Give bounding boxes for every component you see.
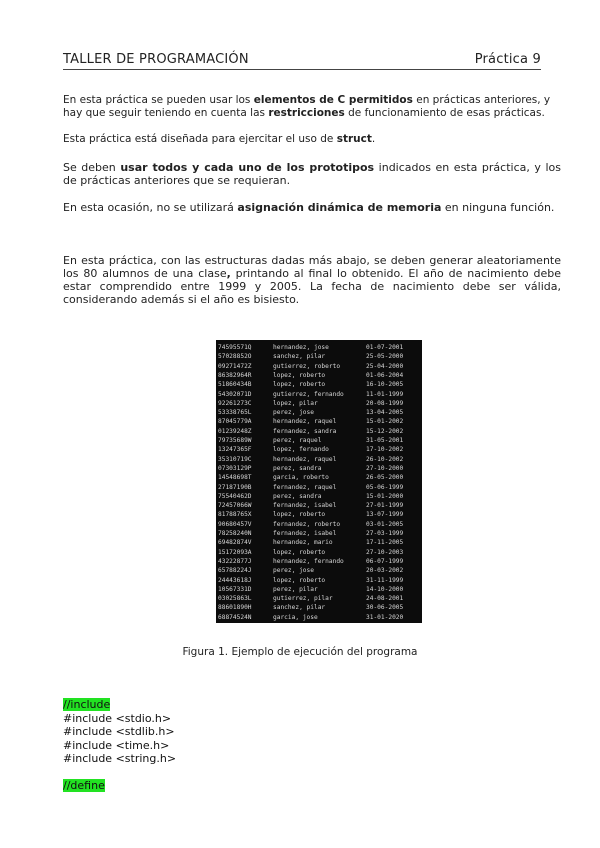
birth-date: 27-03-1999	[366, 530, 404, 537]
birth-date: 13-04-2005	[366, 409, 404, 417]
student-id: 03025863L	[218, 595, 252, 603]
student-id: 90680457V	[218, 520, 252, 528]
student-id: 65788224J	[218, 567, 252, 575]
include-line: #include <stdio.h>	[63, 711, 172, 725]
student-id: 53338765L	[218, 409, 252, 417]
birth-date: 15-12-2002	[366, 427, 404, 435]
student-name: perez, jose	[273, 567, 314, 575]
birth-date: 01-06-2004	[366, 371, 404, 379]
student-id: 27187190B	[218, 483, 252, 491]
student-name: hernandez, fernando	[273, 557, 344, 565]
birth-date: 15-01-2000	[366, 492, 404, 500]
student-name: garcia, jose	[273, 613, 318, 621]
birth-date: 26-05-2000	[366, 474, 404, 482]
terminal-row	[218, 576, 420, 585]
terminal-row	[218, 529, 420, 538]
student-id: 43222877J	[218, 557, 252, 565]
terminal-row	[218, 557, 420, 566]
student-name: perez, sandra	[273, 464, 322, 472]
student-name: lopez, roberto	[273, 576, 326, 584]
birth-date: 03-01-2005	[366, 520, 404, 528]
birth-date: 27-10-2003	[366, 548, 404, 556]
terminal-row	[218, 445, 420, 454]
paragraph-task: En esta práctica, con las estructuras dadas más abajo, se deben generar aleatoriamente los 80 alumnos de una clase, printando al final lo obtenido. El año de nacimiento debe estar comprendido entre 1999 y 2005. La fecha de nacimiento debe ser válida, considerando además si el año es bisiesto.	[63, 254, 561, 306]
paragraph-dynamic-memory: En esta ocasión, no se utilizará asignación dinámica de memoria en ninguna función.	[63, 201, 555, 214]
birth-date: 27-01-1999	[366, 502, 404, 510]
birth-date: 17-10-2002	[366, 446, 404, 454]
student-id: 69482874V	[218, 539, 252, 547]
terminal-row	[218, 436, 420, 445]
student-name: lopez, roberto	[273, 548, 326, 556]
terminal-row	[218, 492, 420, 501]
birth-date: 20-03-2002	[366, 567, 404, 575]
student-id: 79735689W	[218, 437, 252, 444]
student-name: gutierrez, pilar	[273, 595, 333, 603]
birth-date: 30-06-2005	[366, 604, 404, 612]
figure-caption: Figura 1. Ejemplo de ejecución del programa	[182, 646, 418, 658]
terminal-row	[218, 343, 420, 352]
course-title: TALLER DE PROGRAMACIÓN	[63, 52, 249, 67]
birth-date: 01-07-2001	[366, 344, 404, 351]
define-comment: //define	[63, 778, 105, 792]
student-name: perez, jose	[273, 409, 314, 417]
birth-date: 20-08-1999	[366, 399, 404, 407]
birth-date: 25-04-2000	[366, 362, 404, 370]
student-name: hernandez, mario	[273, 539, 333, 547]
birth-date: 13-07-1999	[366, 511, 404, 519]
student-id: 68874524N	[218, 613, 252, 621]
student-name: fernandez, isabel	[273, 502, 337, 510]
terminal-row	[218, 585, 420, 594]
student-id: 81788765X	[218, 511, 252, 519]
student-id: 57028852O	[218, 353, 252, 361]
student-name: perez, pilar	[273, 585, 318, 593]
practice-number: Práctica 9	[474, 52, 541, 67]
student-id: 86382964R	[218, 371, 252, 379]
birth-date: 31-01-2020	[366, 613, 404, 621]
student-name: gutierrez, roberto	[273, 362, 341, 370]
birth-date: 26-10-2002	[366, 455, 404, 463]
terminal-row	[218, 362, 420, 371]
birth-date: 11-01-1999	[366, 390, 404, 398]
paragraph-allowed-elements: En esta práctica se pueden usar los elementos de C permitidos en prácticas anteriores, y hay que seguir teniendo en cuenta las restricciones de funcionamiento de esas prácticas.	[63, 94, 551, 119]
terminal-row	[218, 538, 420, 547]
paragraph-struct: Esta práctica está diseñada para ejercitar el uso de struct.	[63, 133, 376, 145]
student-id: 01239248Z	[218, 427, 252, 435]
student-name: fernandez, raquel	[273, 483, 337, 491]
include-comment: //include	[63, 698, 111, 711]
birth-date: 24-08-2001	[366, 595, 404, 603]
student-id: 92261273C	[218, 399, 252, 407]
student-name: sanchez, pilar	[273, 604, 326, 612]
student-name: lopez, roberto	[273, 371, 326, 379]
terminal-row	[218, 427, 420, 436]
terminal-row	[218, 566, 420, 575]
code-block	[63, 698, 176, 792]
student-id: 10567331D	[218, 585, 252, 593]
student-name: gutierrez, fernando	[273, 390, 344, 398]
birth-date: 31-05-2001	[366, 437, 404, 444]
student-id: 51860434B	[218, 381, 252, 389]
student-name: perez, sandra	[273, 492, 322, 500]
student-name: garcia, roberto	[273, 474, 329, 482]
student-id: 15172093A	[218, 548, 252, 556]
student-id: 88601890H	[218, 604, 252, 612]
student-name: hernandez, raquel	[273, 418, 337, 426]
birth-date: 31-11-1999	[366, 576, 404, 584]
birth-date: 06-07-1999	[366, 557, 404, 565]
student-name: perez, raquel	[273, 437, 322, 444]
student-name: fernandez, roberto	[273, 520, 341, 528]
birth-date: 14-10-2000	[366, 585, 404, 593]
student-name: lopez, pilar	[273, 399, 318, 407]
include-line: #include <stdlib.h>	[63, 725, 175, 738]
birth-date: 15-01-2002	[366, 418, 404, 426]
student-id: 78258240N	[218, 530, 252, 537]
terminal-row	[218, 483, 420, 492]
student-id: 72457066W	[218, 502, 252, 510]
birth-date: 05-06-1999	[366, 483, 404, 491]
student-id: 09271472Z	[218, 362, 252, 370]
student-id: 54302071D	[218, 390, 252, 398]
terminal-row	[218, 417, 420, 426]
student-id: 87045779A	[218, 418, 252, 426]
student-id: 07303129P	[218, 464, 252, 472]
terminal-row	[218, 501, 420, 510]
terminal-row	[218, 548, 420, 557]
student-name: hernandez, raquel	[273, 455, 337, 463]
student-name: fernandez, isabel	[273, 530, 337, 537]
terminal-row	[218, 455, 420, 464]
student-id: 35310719C	[218, 455, 252, 463]
student-id: 24443618J	[218, 576, 252, 584]
page-header	[63, 52, 541, 70]
birth-date: 27-10-2000	[366, 464, 404, 472]
terminal-row	[218, 399, 420, 408]
terminal-row	[218, 390, 420, 399]
terminal-row	[218, 613, 420, 622]
birth-date: 25-05-2000	[366, 353, 404, 361]
birth-date: 16-10-2005	[366, 381, 404, 389]
terminal-row	[218, 473, 420, 482]
terminal-row	[218, 520, 420, 529]
student-name: lopez, roberto	[273, 381, 326, 389]
student-name: hernandez, jose	[273, 344, 329, 351]
terminal-row	[218, 510, 420, 519]
student-id: 75540462D	[218, 492, 252, 500]
terminal-row	[218, 380, 420, 389]
execution-screenshot	[216, 340, 422, 623]
terminal-row	[218, 352, 420, 361]
student-name: lopez, roberto	[273, 511, 326, 519]
include-line: #include <string.h>	[63, 752, 177, 765]
student-id: 14548698T	[218, 474, 252, 482]
student-id: 13247365F	[218, 446, 252, 454]
terminal-row	[218, 371, 420, 380]
include-line: #include <time.h>	[63, 738, 170, 752]
student-name: lopez, fernando	[273, 446, 329, 454]
terminal-row	[218, 594, 420, 603]
paragraph-prototypes: Se deben usar todos y cada uno de los prototipos indicados en esta práctica, y los de prácticas anteriores que se requieran.	[63, 161, 562, 187]
student-name: fernandez, sandra	[273, 427, 337, 435]
birth-date: 17-11-2005	[366, 539, 404, 547]
terminal-row	[218, 464, 420, 473]
terminal-row	[218, 408, 420, 417]
student-name: sanchez, pilar	[273, 353, 326, 361]
student-id: 74595571Q	[218, 344, 252, 351]
terminal-row	[218, 603, 420, 612]
